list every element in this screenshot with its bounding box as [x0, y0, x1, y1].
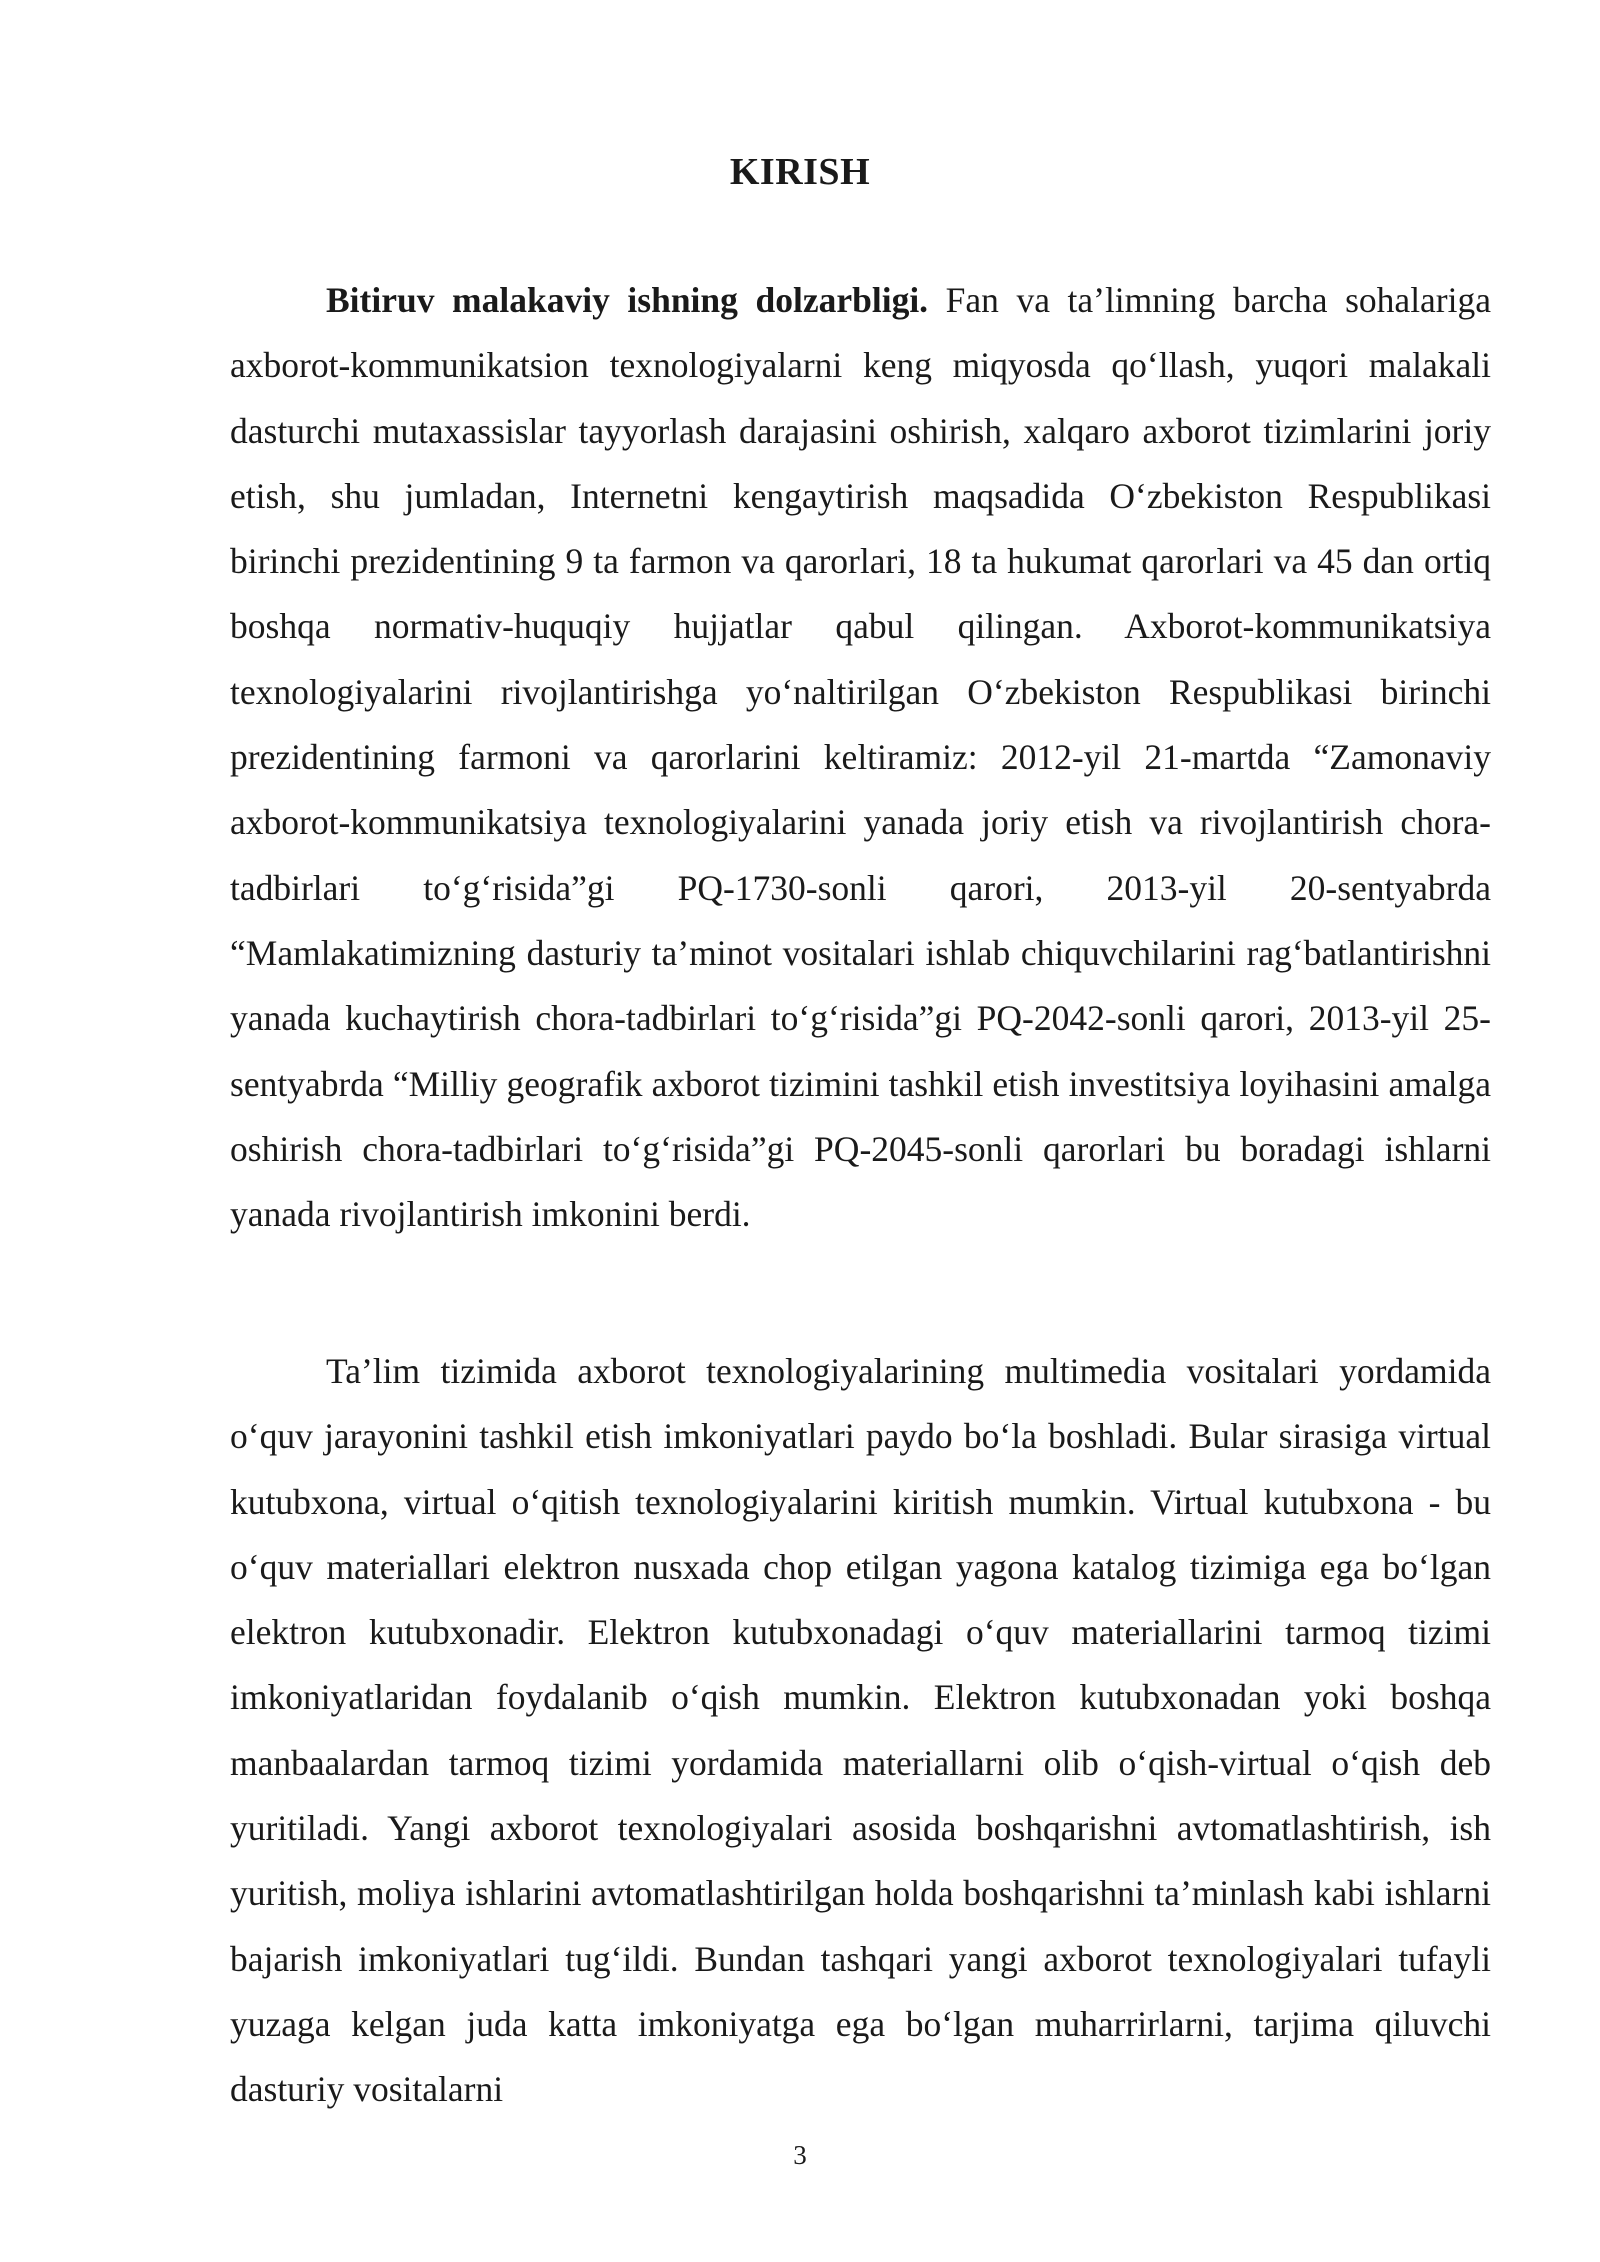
page-number: 3 — [793, 2140, 807, 2170]
paragraph-1-lead: Bitiruv malakaviy ishning dolzarbligi. — [326, 280, 929, 320]
paragraph-1-text: Fan va ta’limning barcha sohalariga axborot-kommunikatsion texnologiyalarni keng miqyosda qo‘llash, yuqori malakali dasturchi mutaxassislar tayyorlash darajasini oshirish, xalqaro axborot tizimlarini joriy etish, shu jumladan, Internetni kengaytirish maqsadida O‘zbekiston Respublikasi birinchi prezidentining 9 ta farmon va qarorlari, 18 ta hukumat qarorlari va 45 dan ortiq boshqa normativ-huquqiy hujjatlar qabul qilingan. Axborot-kommunikatsiya texnologiyalarini rivojlantirishga yo‘naltirilgan O‘zbekiston Respublikasi birinchi prezidentining farmoni va qarorlarini keltiramiz: 2012-yil 21-martda “Zamonaviy axborot-kommunikatsiya texnologiyalarini yanada joriy etish va rivojlantirish chora-tadbirlari to‘g‘risida”gi PQ-1730-sonli qarori, 2013-yil 20-sentyabrda “Mamlakatimizning dasturiy ta’minot vositalari ishlab chiquvchilarini rag‘batlantirishni yanada kuchaytirish chora-tadbirlari to‘g‘risida”gi PQ-2042-sonli qarori, 2013-yil 25-sentyabrda “Milliy geografik axborot tizimini tashkil etish investitsiya loyihasini amalga oshirish chora-tadbirlari to‘g‘risida”gi PQ-2045-sonli qarorlari bu boradagi ishlarni yanada rivojlantirish imkonini berdi. — [230, 280, 1491, 1235]
page-title: KIRISH — [729, 151, 871, 193]
paragraph-1 — [230, 268, 1491, 1247]
paragraph-2-text: Ta’lim tizimida axborot texnologiyalarining multimedia vositalari yordamida o‘quv jarayonini tashkil etish imkoniyatlari paydo bo‘la boshladi. Bular sirasiga virtual kutubxona, virtual o‘qitish texnologiyalarini kiritish mumkin. Virtual kutubxona - bu o‘quv materiallari elektron nusxada chop etilgan yagona katalog tizimiga ega bo‘lgan elektron kutubxonadir. Elektron kutubxonadagi o‘quv materiallarini tarmoq tizimi imkoniyatlaridan foydalanib o‘qish mumkin. Elektron kutubxonadan yoki boshqa manbaalardan tarmoq tizimi yordamida materiallarni olib o‘qish-virtual o‘qish deb yuritiladi. Yangi axborot texnologiyalari asosida boshqarishni avtomatlashtirish, ish yuritish, moliya ishlarini avtomatlashtirilgan holda boshqarishni ta’minlash kabi ishlarni bajarish imkoniyatlari tug‘ildi. Bundan tashqari yangi axborot texnologiyalari tufayli yuzaga kelgan juda katta imkoniyatga ega bo‘lgan muharrirlarni, tarjima qiluvchi dasturiy vositalarni — [230, 1351, 1491, 2110]
paragraph-2 — [230, 1339, 1491, 2123]
